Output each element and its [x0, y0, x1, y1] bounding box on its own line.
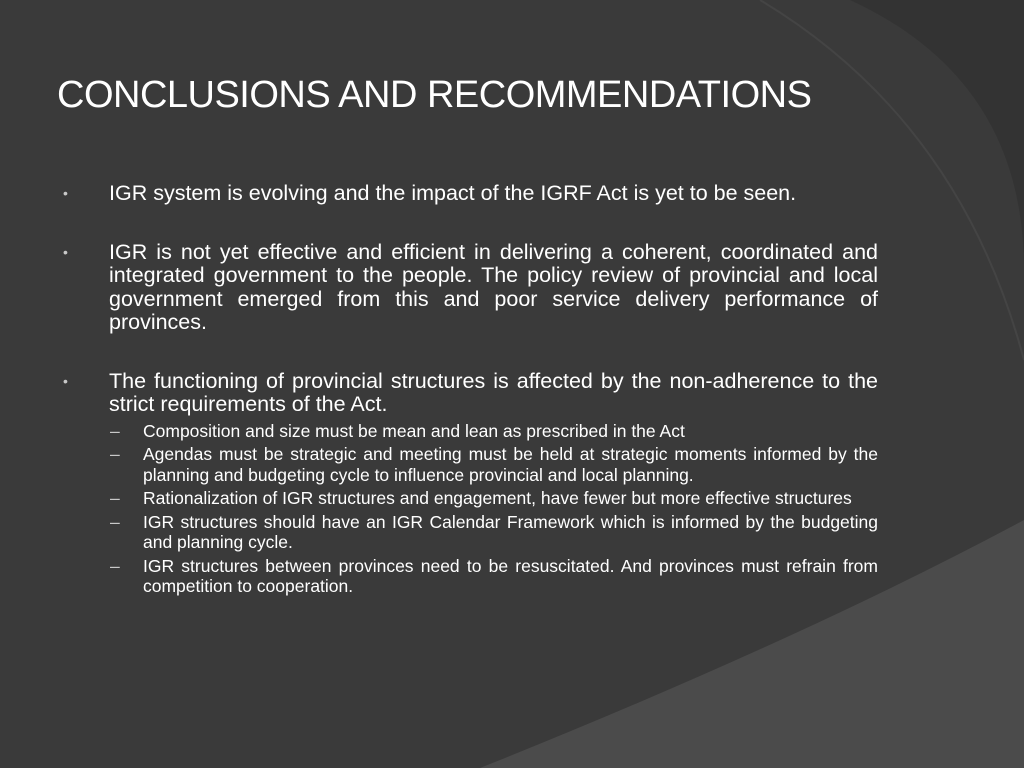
sub-bullet-item: – Rationalization of IGR structures and engagement, have fewer but more effective structures [110, 488, 852, 508]
sub-bullet-item: – IGR structures between provinces need to be resuscitated. And provinces must refrain from competition to cooperation. [110, 555, 878, 596]
sub-bullet-item: – Agendas must be strategic and meeting must be held at strategic moments informed by the planning and budgeting cycle to influence provincial and local planning. [110, 444, 878, 485]
dash-icon: – [110, 420, 120, 441]
bullet-dot-icon: • [63, 243, 68, 260]
dash-icon: – [110, 444, 120, 464]
sub-bullet-item: – IGR structures should have an IGR Calendar Framework which is informed by the budgeting and planning cycle. [110, 511, 878, 552]
content-body [62, 182, 878, 597]
dash-icon: – [110, 488, 120, 508]
bullet-dot-icon: • [63, 372, 68, 389]
slide-title: CONCLUSIONS AND RECOMMENDATIONS [57, 74, 812, 116]
dash-icon: – [110, 555, 120, 576]
sub-bullet-item: – Composition and size must be mean and lean as prescribed in the Act [110, 420, 685, 441]
bullet-dot-icon: • [63, 185, 68, 201]
bullet-item: • The functioning of provincial structures is affected by the non-adherence to the strict requirements of the Act. [63, 368, 878, 416]
dash-icon: – [110, 511, 120, 532]
sub-bullet-list [62, 421, 878, 597]
bullet-item: • IGR system is evolving and the impact of the IGRF Act is yet to be seen. [63, 181, 797, 205]
bullet-item: • IGR is not yet effective and efficient in delivering a coherent, coordinated and integrated government to the people. The policy review of provincial and local government emerged from this and poor service delivery performance of provinces. [63, 239, 878, 334]
